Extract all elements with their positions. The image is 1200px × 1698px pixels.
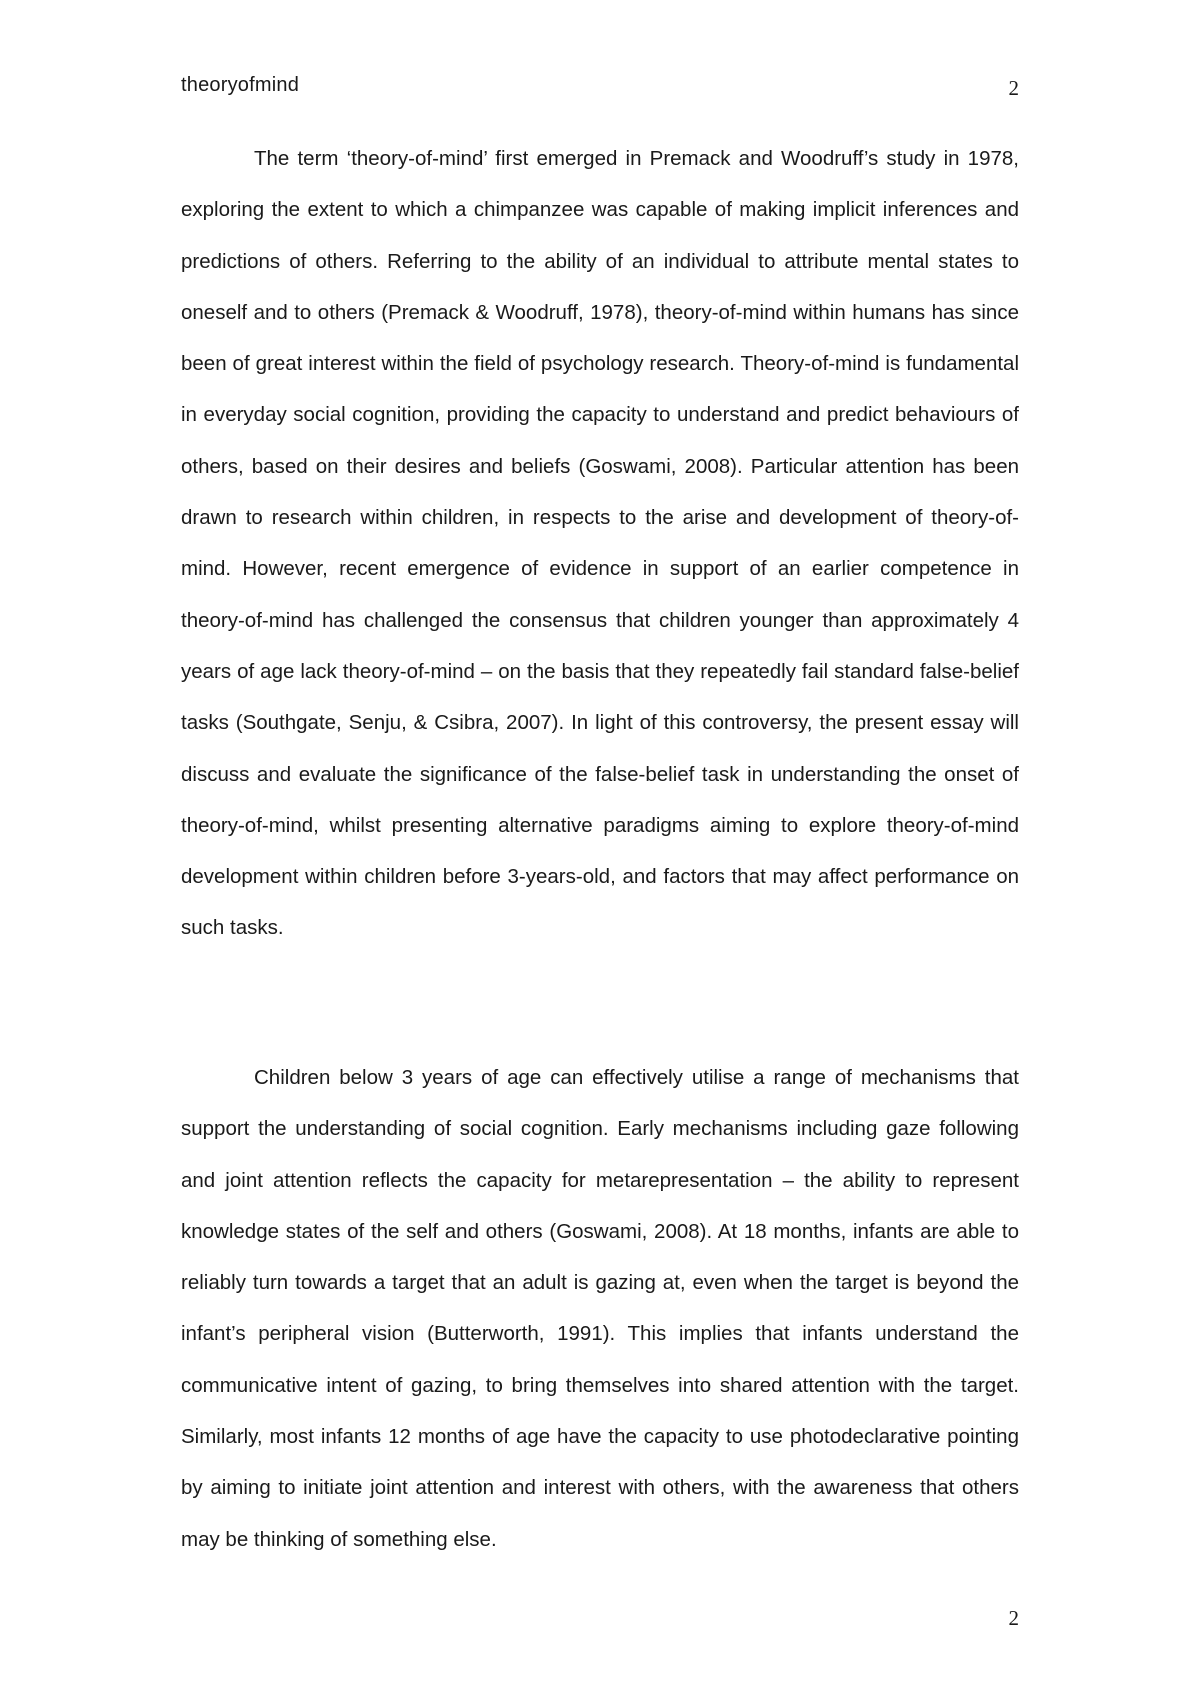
paragraph-1: The term ‘theory-of-mind’ first emerged in Premack and Woodruff’s study in 1978, exploring the extent to which a chimpanzee was capable of making implicit inferences and predictions of others. Referring to the ability of an individual to attribute mental states to oneself and to others (Premack & Woodruff, 1978), theory-of-mind within humans has since been of great interest within the field of psychology research. Theory-of-mind is fundamental in everyday social cognition, providing the capacity to understand and predict behaviours of others, based on their desires and beliefs (Goswami, 2008). Particular attention has been drawn to research within children, in respects to the arise and development of theory-of-mind. However, recent emergence of evidence in support of an earlier competence in theory-of-mind has challenged the consensus that children younger than approximately 4 years of age lack theory-of-mind – on the basis that they repeatedly fail standard false-belief tasks (Southgate, Senju, & Csibra, 2007). In light of this controversy, the present essay will discuss and evaluate the significance of the false-belief task in understanding the onset of theory-of-mind, whilst presenting alternative paradigms aiming to explore theory-of-mind development within children before 3-years-old, and factors that may affect performance on such tasks. — [181, 147, 1019, 940]
running-head: theoryofmind — [181, 74, 300, 96]
page-number-bottom: 2 — [1008, 1606, 1019, 1630]
page-number-top: 2 — [1008, 76, 1019, 100]
paragraph-2: Children below 3 years of age can effectively utilise a range of mechanisms that support the understanding of social cognition. Early mechanisms including gaze following and joint attention reflects the capacity for metarepresentation – the ability to represent knowledge states of the self and others (Goswami, 2008). At 18 months, infants are able to reliably turn towards a target that an adult is gazing at, even when the target is beyond the infant’s peripheral vision (Butterworth, 1991). This implies that infants understand the communicative intent of gazing, to bring themselves into shared attention with the target. Similarly, most infants 12 months of age have the capacity to use photodeclarative pointing by aiming to initiate joint attention and interest with others, with the awareness that others may be thinking of something else. — [181, 1066, 1019, 1551]
